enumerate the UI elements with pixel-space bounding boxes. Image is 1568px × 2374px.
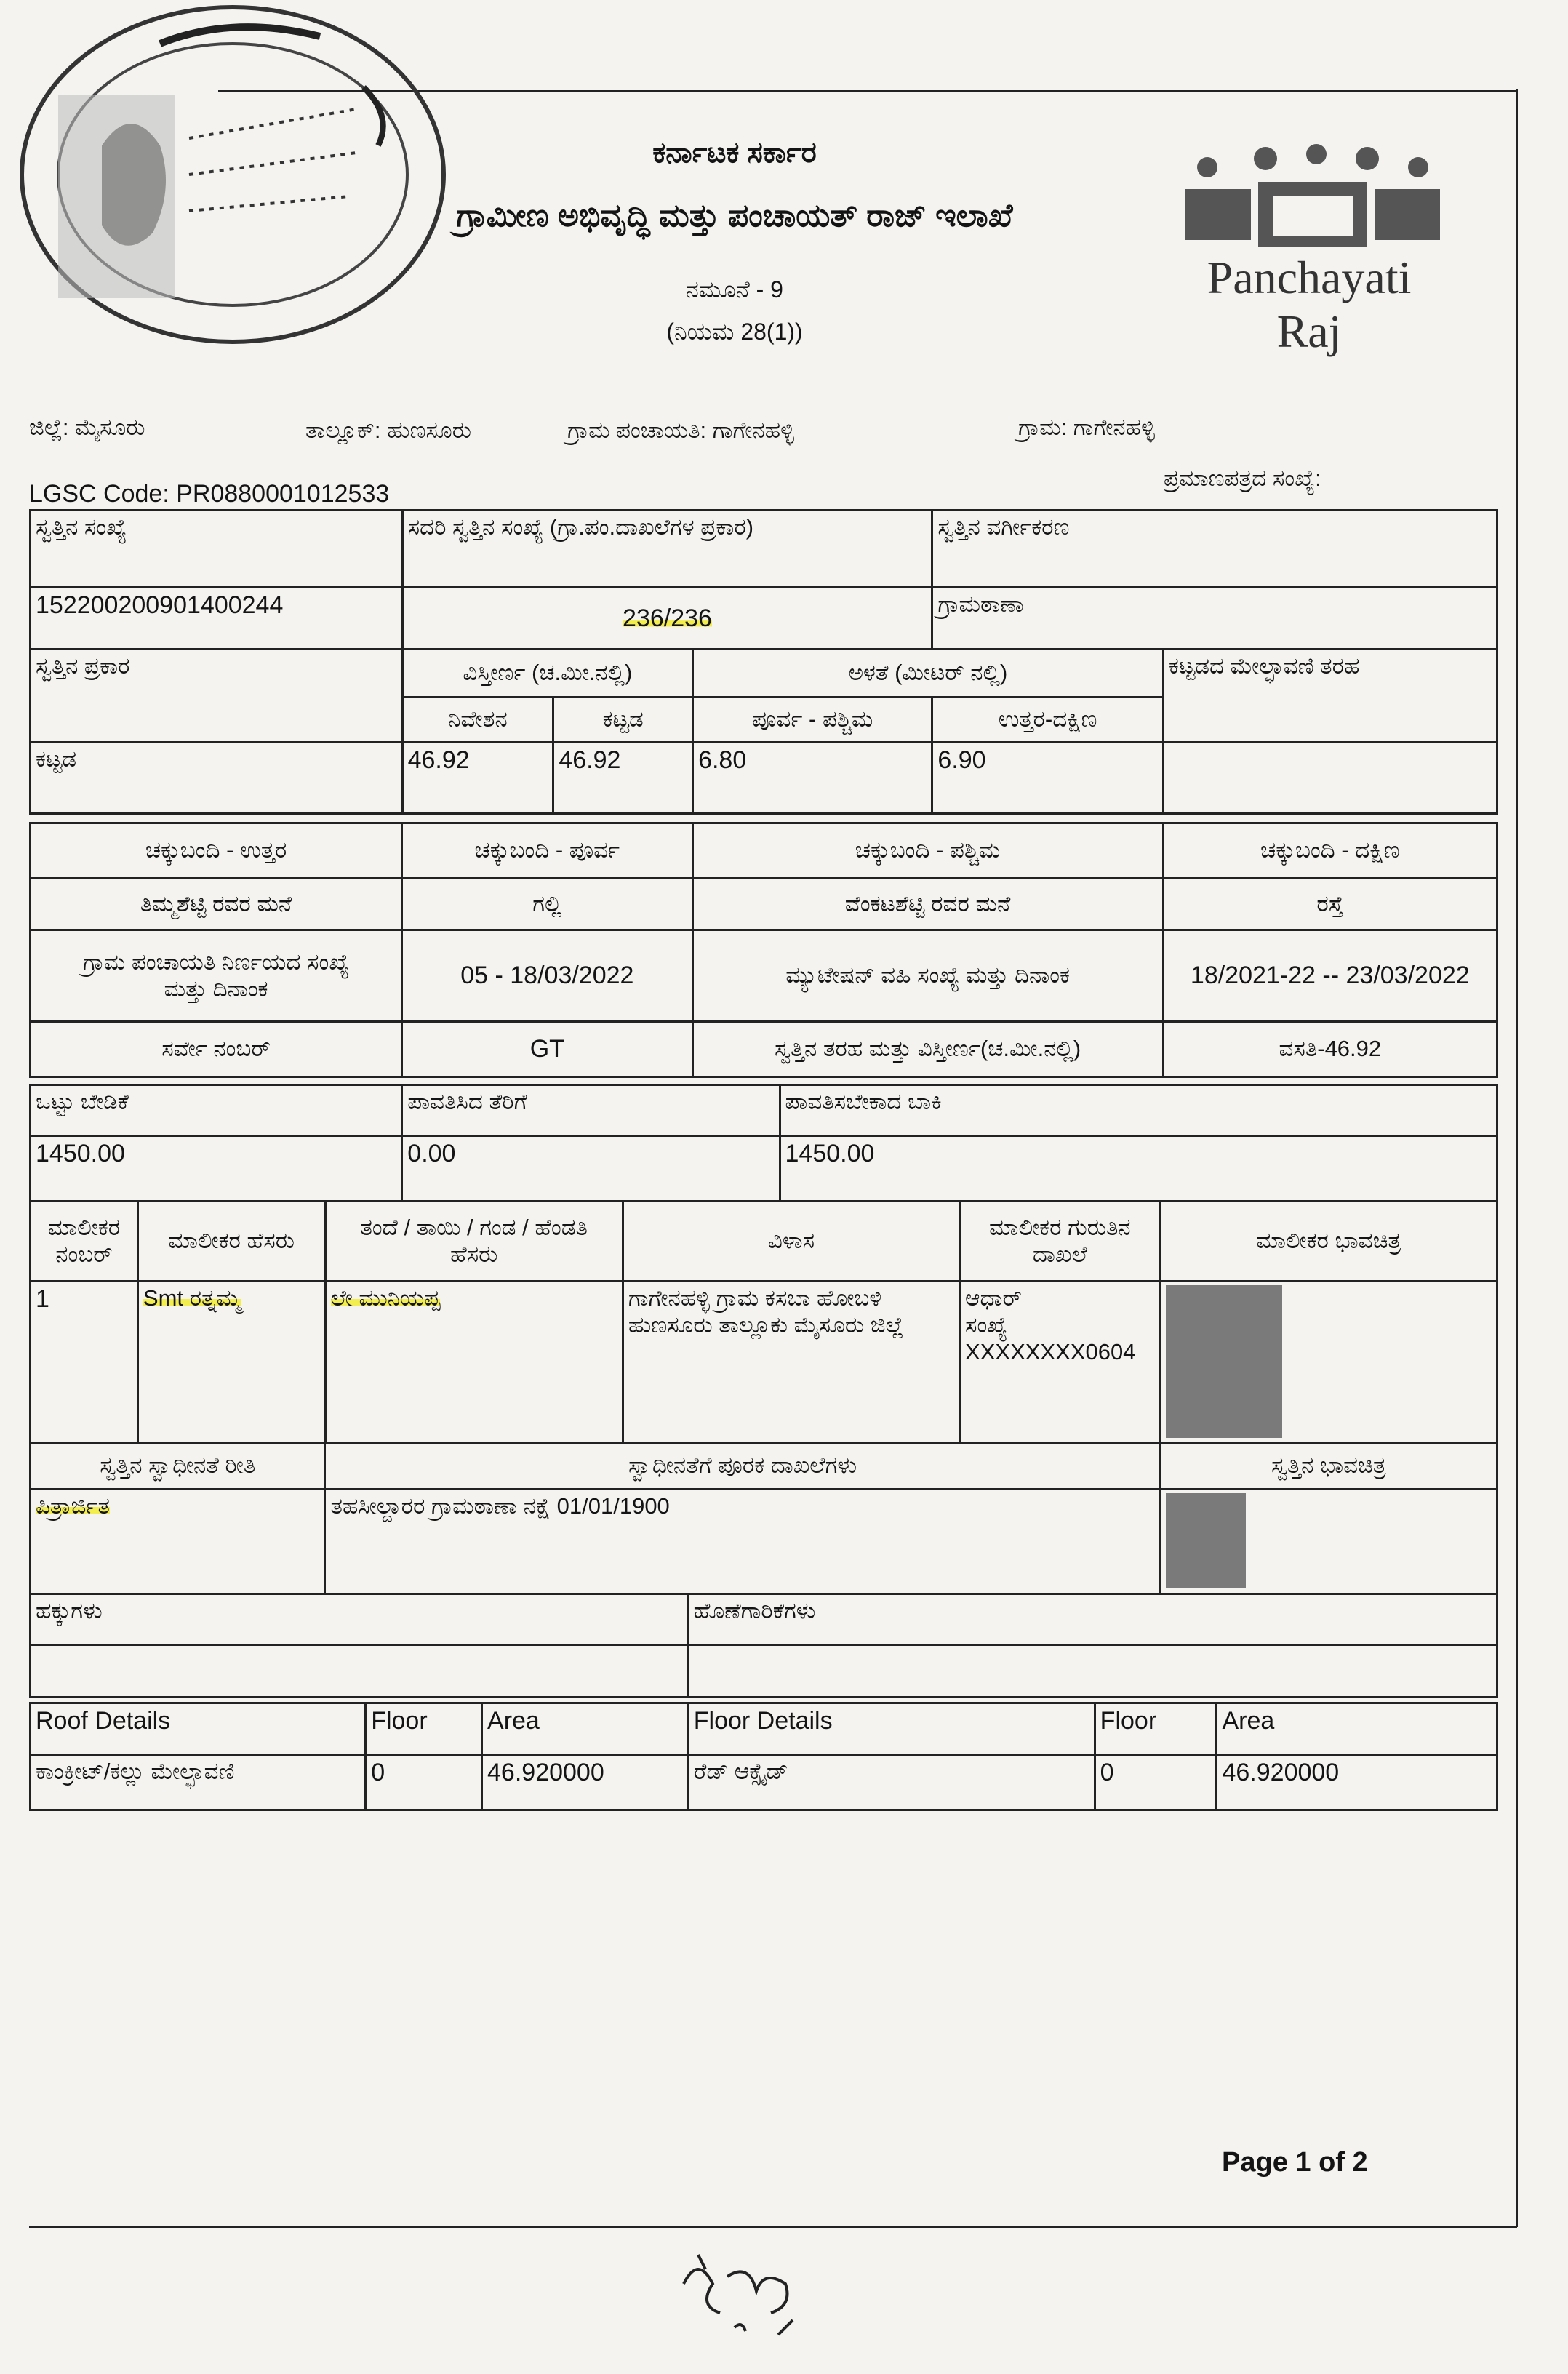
total-demand-label: ಒಟ್ಟು ಬೇಡಿಕೆ — [31, 1085, 402, 1136]
property-photo — [1166, 1493, 1246, 1588]
north-boundary-value: ತಿಮ್ಮಶೆಟ್ಟಿ ರವರ ಮನೆ — [31, 878, 402, 930]
roof-floor-header: Floor — [366, 1703, 482, 1755]
survey-number-value: GT — [402, 1022, 692, 1077]
roof-area-value: 46.920000 — [482, 1755, 689, 1810]
property-type-value: ಕಟ್ಟಡ — [31, 743, 403, 814]
south-boundary-label: ಚಕ್ಕುಬಂದಿ - ದಕ್ಷಿಣ — [1163, 823, 1497, 879]
property-type-label: ಸ್ವತ್ತಿನ ಪ್ರಕಾರ — [31, 650, 403, 743]
rights-label: ಹಕ್ಕುಗಳು — [31, 1594, 689, 1645]
owner-name-label: ಮಾಲೀಕರ ಹೆಸರು — [137, 1202, 325, 1282]
balance-due-label: ಪಾವತಿಸಬೇಕಾದ ಬಾಕಿ — [780, 1085, 1497, 1136]
acquisition-method-label: ಸ್ವತ್ತಿನ ಸ್ವಾಧೀನತೆ ರೀತಿ — [31, 1443, 325, 1490]
roof-type-label: ಕಟ್ಟಡದ ಮೇಲ್ಛಾವಣಿ ತರಹ — [1163, 650, 1497, 743]
owner-number-value: 1 — [31, 1282, 138, 1443]
gp-decision-label: ಗ್ರಾಮ ಪಂಚಾಯತಿ ನಿರ್ಣಯದ ಸಂಖ್ಯೆ ಮತ್ತು ದಿನಾಂಕ — [31, 930, 402, 1022]
handwritten-signature — [669, 2240, 836, 2349]
supporting-docs-value: ತಹಸೀಲ್ದಾರರ ಗ್ರಾಮಠಾಣಾ ನಕ್ಷೆ 01/01/1900 — [325, 1490, 1160, 1594]
east-west-value: 6.80 — [693, 743, 932, 814]
floor-area-value: 46.920000 — [1217, 1755, 1497, 1810]
building-area-value: 46.92 — [553, 743, 693, 814]
tax-paid-label: ಪಾವತಿಸಿದ ತೆರಿಗೆ — [402, 1085, 780, 1136]
acquisition-method-value: ಪಿತ್ರಾರ್ಜಿತ — [31, 1490, 325, 1594]
owner-name-value: Smt ರತ್ನಮ್ಮ — [137, 1282, 325, 1443]
property-kind-label: ಸ್ವತ್ತಿನ ತರಹ ಮತ್ತು ವಿಸ್ತೀರ್ಣ(ಚ.ಮೀ.ನಲ್ಲಿ) — [692, 1022, 1163, 1077]
west-boundary-label: ಚಕ್ಕುಬಂದಿ - ಪಶ್ಚಿಮ — [692, 823, 1163, 879]
department-title: ಗ್ರಾಮೀಣ ಅಭಿವೃದ್ಧಿ ಮತ್ತು ಪಂಚಾಯತ್ ರಾಜ್ ಇಲಾಖೆ — [456, 198, 1013, 233]
district-field: ಜಿಲ್ಲೆ: ಮೈಸೂರು — [29, 415, 145, 440]
dimensions-label: ಅಳತೆ (ಮೀಟರ್ ನಲ್ಲಿ) — [693, 650, 1164, 698]
west-boundary-value: ವೆಂಕಟಶೆಟ್ಟಿ ರವರ ಮನೆ — [692, 878, 1163, 930]
east-boundary-label: ಚಕ್ಕುಬಂದಿ - ಪೂರ್ವ — [402, 823, 692, 879]
roof-details-header: Roof Details — [31, 1703, 366, 1755]
building-label: ಕಟ್ಟಡ — [553, 698, 693, 743]
east-west-label: ಪೂರ್ವ - ಪಶ್ಚಿಮ — [693, 698, 932, 743]
total-demand-value: 1450.00 — [31, 1136, 402, 1202]
north-south-label: ಉತ್ತರ-ದಕ್ಷಿಣ — [932, 698, 1163, 743]
logo-text: Panchayati Raj — [1207, 252, 1412, 357]
property-table — [29, 509, 1498, 815]
official-seal-stamp — [15, 0, 451, 356]
gp-decision-value: 05 - 18/03/2022 — [402, 930, 692, 1022]
area-label: ವಿಸ್ತೀರ್ಣ (ಚ.ಮೀ.ನಲ್ಲಿ) — [402, 650, 692, 698]
liabilities-value — [688, 1645, 1497, 1698]
mutation-value: 18/2021-22 -- 23/03/2022 — [1163, 930, 1497, 1022]
east-boundary-value: ಗಲ್ಲಿ — [402, 878, 692, 930]
relation-name-value: ಲೇ ಮುನಿಯಪ್ಪ — [325, 1282, 623, 1443]
owner-address-value: ಗಾಗೇನಹಳ್ಳಿ ಗ್ರಾಮ ಕಸಬಾ ಹೋಬಳಿ ಹುಣಸೂರು ತಾಲ್ಲೂಕು ಮೈಸೂರು ಜಿಲ್ಲೆ — [623, 1282, 959, 1443]
property-id-value: 152200200901400244 — [31, 588, 403, 650]
gram-panchayat-field: ಗ್ರಾಮ ಪಂಚಾಯತಿ: ಗಾಗೇನಹಳ್ಳಿ — [567, 417, 794, 443]
property-photo-cell — [1160, 1490, 1497, 1594]
relation-name-label: ತಂದೆ / ತಾಯಿ / ಗಂಡ / ಹೆಂಡತಿ ಹೆಸರು — [325, 1202, 623, 1282]
floor-type-cell: ರೆಡ್ ಆಕ್ಸೈಡ್ — [688, 1755, 1095, 1810]
owner-id-value: ಆಧಾರ್ ಸಂಖ್ಯೆ XXXXXXXX0604 — [960, 1282, 1161, 1443]
floor-area-header: Area — [1217, 1703, 1497, 1755]
property-photo-label: ಸ್ವತ್ತಿನ ಭಾವಚಿತ್ರ — [1160, 1443, 1497, 1490]
survey-number-label: ಸರ್ವೇ ನಂಬರ್ — [31, 1022, 402, 1077]
tax-table — [29, 1084, 1498, 1202]
supporting-docs-label: ಸ್ವಾಧೀನತೆಗೆ ಪೂರಕ ದಾಖಲೆಗಳು — [325, 1443, 1160, 1490]
address-label: ವಿಳಾಸ — [623, 1202, 959, 1282]
floor-floor-header: Floor — [1095, 1703, 1217, 1755]
floor-floor-value: 0 — [1095, 1755, 1217, 1810]
roof-floor-value: 0 — [366, 1755, 482, 1810]
roof-type-cell: ಕಾಂಕ್ರೀಟ್/ಕಲ್ಲು ಮೇಲ್ಛಾವಣಿ — [31, 1755, 366, 1810]
owner-number-label: ಮಾಲೀಕರ ನಂಬರ್ — [31, 1202, 138, 1282]
rights-table — [29, 1593, 1498, 1698]
form-number: ನಮೂನೆ - 9 — [686, 276, 783, 303]
page-border-right — [1516, 89, 1518, 2227]
south-boundary-value: ರಸ್ತೆ — [1163, 878, 1497, 930]
roof-area-header: Area — [482, 1703, 689, 1755]
certificate-number: ಪ್ರಮಾಣಪತ್ರದ ಸಂಖ್ಯೆ: — [1164, 465, 1321, 491]
mutation-label: ಮ್ಯುಟೇಷನ್ ವಹಿ ಸಂಖ್ಯೆ ಮತ್ತು ದಿನಾಂಕ — [692, 930, 1163, 1022]
rule-number: (ನಿಯಮ 28(1)) — [666, 319, 803, 345]
property-kind-value: ವಸತಿ-46.92 — [1163, 1022, 1497, 1077]
owner-id-label: ಮಾಲೀಕರ ಗುರುತಿನ ದಾಖಲೆ — [960, 1202, 1161, 1282]
taluk-field: ತಾಲ್ಲೂಕ್: ಹುಣಸೂರು — [305, 417, 471, 443]
roof-type-value — [1163, 743, 1497, 814]
rights-value — [31, 1645, 689, 1698]
boundaries-table — [29, 822, 1498, 1078]
liabilities-label: ಹೊಣೆಗಾರಿಕೆಗಳು — [688, 1594, 1497, 1645]
floor-details-header: Floor Details — [688, 1703, 1095, 1755]
old-number-label: ಸದರಿ ಸ್ವತ್ತಿನ ಸಂಖ್ಯೆ (ಗ್ರಾ.ಪಂ.ದಾಖಲೆಗಳ ಪ್ರಕಾರ) — [402, 511, 932, 588]
tax-paid-value: 0.00 — [402, 1136, 780, 1202]
page-number: Page 1 of 2 — [1222, 2147, 1368, 2178]
owner-photo-label: ಮಾಲೀಕರ ಭಾವಚಿತ್ರ — [1160, 1202, 1497, 1282]
acquisition-table — [29, 1442, 1498, 1595]
government-title: ಕರ್ನಾಟಕ ಸರ್ಕಾರ — [652, 137, 817, 169]
old-number-value: 236/236 — [402, 588, 932, 650]
classification-value: ಗ್ರಾಮಠಾಣಾ — [932, 588, 1497, 650]
owner-table — [29, 1200, 1498, 1444]
classification-label: ಸ್ವತ್ತಿನ ವರ್ಗೀಕರಣ — [932, 511, 1497, 588]
site-label: ನಿವೇಶನ — [402, 698, 553, 743]
page-border-bottom — [29, 2226, 1517, 2228]
site-area-value: 46.92 — [402, 743, 553, 814]
owner-photo — [1166, 1285, 1282, 1438]
roof-floor-table — [29, 1702, 1498, 1811]
owner-photo-cell — [1160, 1282, 1497, 1443]
lgsc-code: LGSC Code: PR0880001012533 — [29, 480, 390, 508]
north-boundary-label: ಚಕ್ಕುಬಂದಿ - ಉತ್ತರ — [31, 823, 402, 879]
village-field: ಗ್ರಾಮ: ಗಾಗೇನಹಳ್ಳಿ — [1018, 415, 1156, 440]
north-south-value: 6.90 — [932, 743, 1163, 814]
balance-due-value: 1450.00 — [780, 1136, 1497, 1202]
property-id-label: ಸ್ವತ್ತಿನ ಸಂಖ್ಯೆ — [31, 511, 403, 588]
